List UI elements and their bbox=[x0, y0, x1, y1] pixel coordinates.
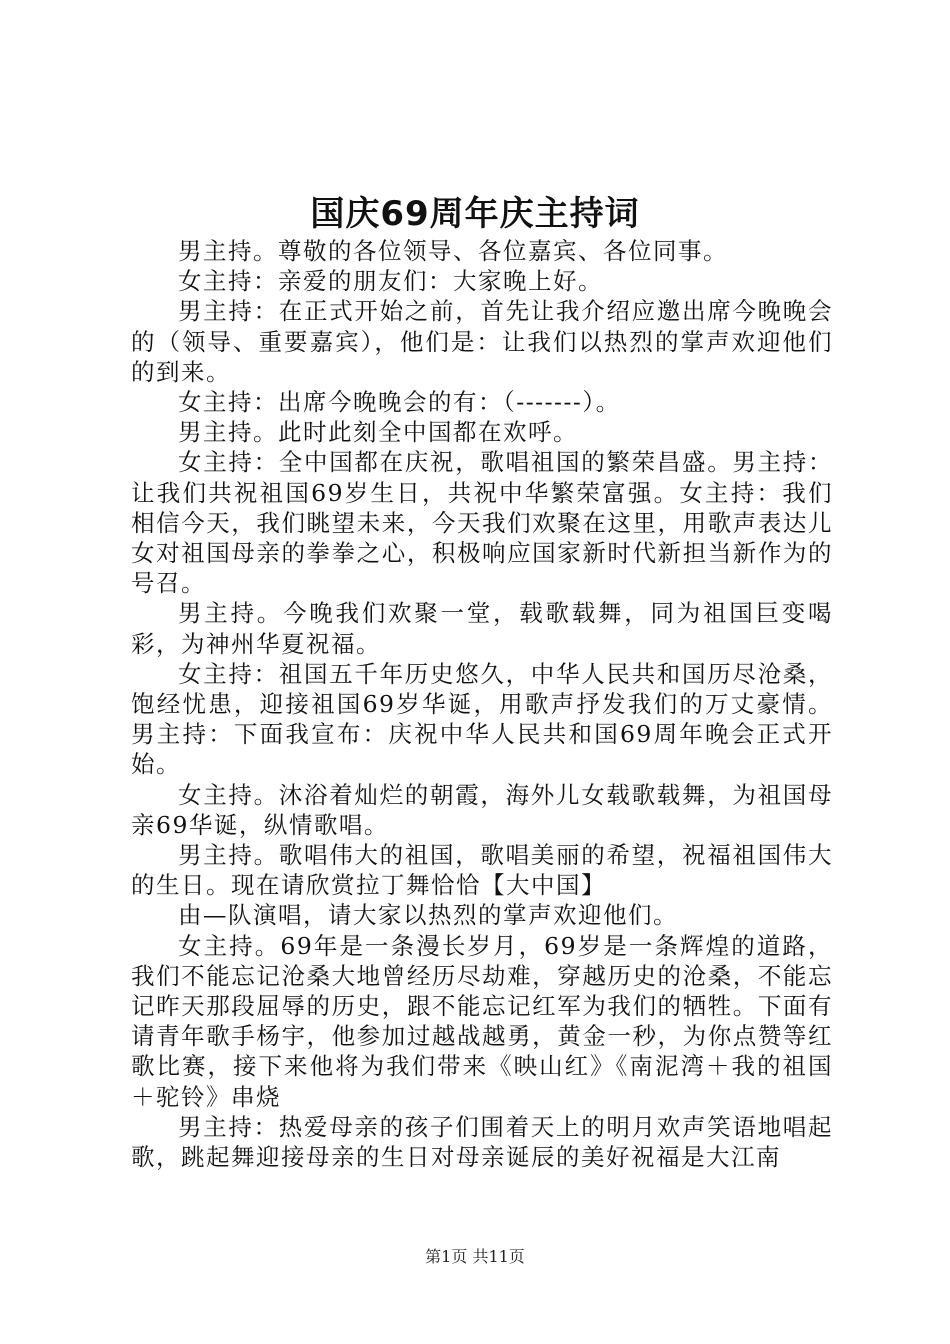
paragraph: 女主持。沐浴着灿烂的朝霞，海外儿女载歌载舞，为祖国母亲69华诞，纵情歌唱。 bbox=[131, 780, 833, 839]
paragraph: 男主持：在正式开始之前，首先让我介绍应邀出席今晚晚会的（领导、重要嘉宾），他们是：让我们以热烈的掌声欢迎他们的到来。 bbox=[131, 297, 833, 386]
paragraph: 由—队演唱，请大家以热烈的掌声欢迎他们。 bbox=[178, 901, 678, 930]
document-title: 国庆69周年庆主持词 bbox=[310, 194, 640, 234]
paragraph: 女主持。69年是一条漫长岁月，69岁是一条辉煌的道路，我们不能忘记沧桑大地曾经历尽劫难，穿越历史的沧桑，不能忘记昨天那段屈辱的历史，跟不能忘记红军为我们的牺牲。下面有请青年歌手杨宇，他参加过越战越勇，黄金一秒，为你点赞等红歌比赛，接下来他将为我们带来《映山红》《南泥湾＋我的祖国＋驼铃》串烧 bbox=[131, 931, 833, 1111]
paragraph: 女主持：全中国都在庆祝，歌唱祖国的繁荣昌盛。男主持：让我们共祝祖国69岁生日，共祝中华繁荣富强。女主持：我们相信今天，我们眺望未来，今天我们欢聚在这里，用歌声表达儿女对祖国母亲的拳拳之心，积极响应国家新时代新担当新作为的号召。 bbox=[131, 448, 833, 598]
paragraph: 女主持：亲爱的朋友们：大家晚上好。 bbox=[178, 267, 603, 296]
paragraph: 男主持。今晚我们欢聚一堂，载歌载舞，同为祖国巨变喝彩，为神州华夏祝福。 bbox=[131, 599, 833, 658]
paragraph: 男主持。歌唱伟大的祖国，歌唱美丽的希望，祝福祖国伟大的生日。现在请欣赏拉丁舞恰恰【大中国】 bbox=[131, 841, 833, 900]
paragraph: 女主持：祖国五千年历史悠久，中华人民共和国历尽沧桑，饱经忧患，迎接祖国69岁华诞，用歌声抒发我们的万丈豪情。男主持：下面我宣布：庆祝中华人民共和国69周年晚会正式开始。 bbox=[131, 659, 833, 779]
paragraph: 男主持。尊敬的各位领导、各位嘉宾、各位同事。 bbox=[178, 237, 728, 265]
page-number-footer: 第1页 共11页 bbox=[425, 1247, 525, 1266]
paragraph: 女主持：出席今晚晚会的有：（-------）。 bbox=[178, 388, 621, 417]
paragraph: 男主持：热爱母亲的孩子们围着天上的明月欢声笑语地唱起歌，跳起舞迎接母亲的生日对母亲诞辰的美好祝福是大江南 bbox=[131, 1112, 833, 1172]
document-body bbox=[131, 236, 833, 1172]
paragraph: 男主持。此时此刻全中国都在欢呼。 bbox=[178, 418, 578, 447]
